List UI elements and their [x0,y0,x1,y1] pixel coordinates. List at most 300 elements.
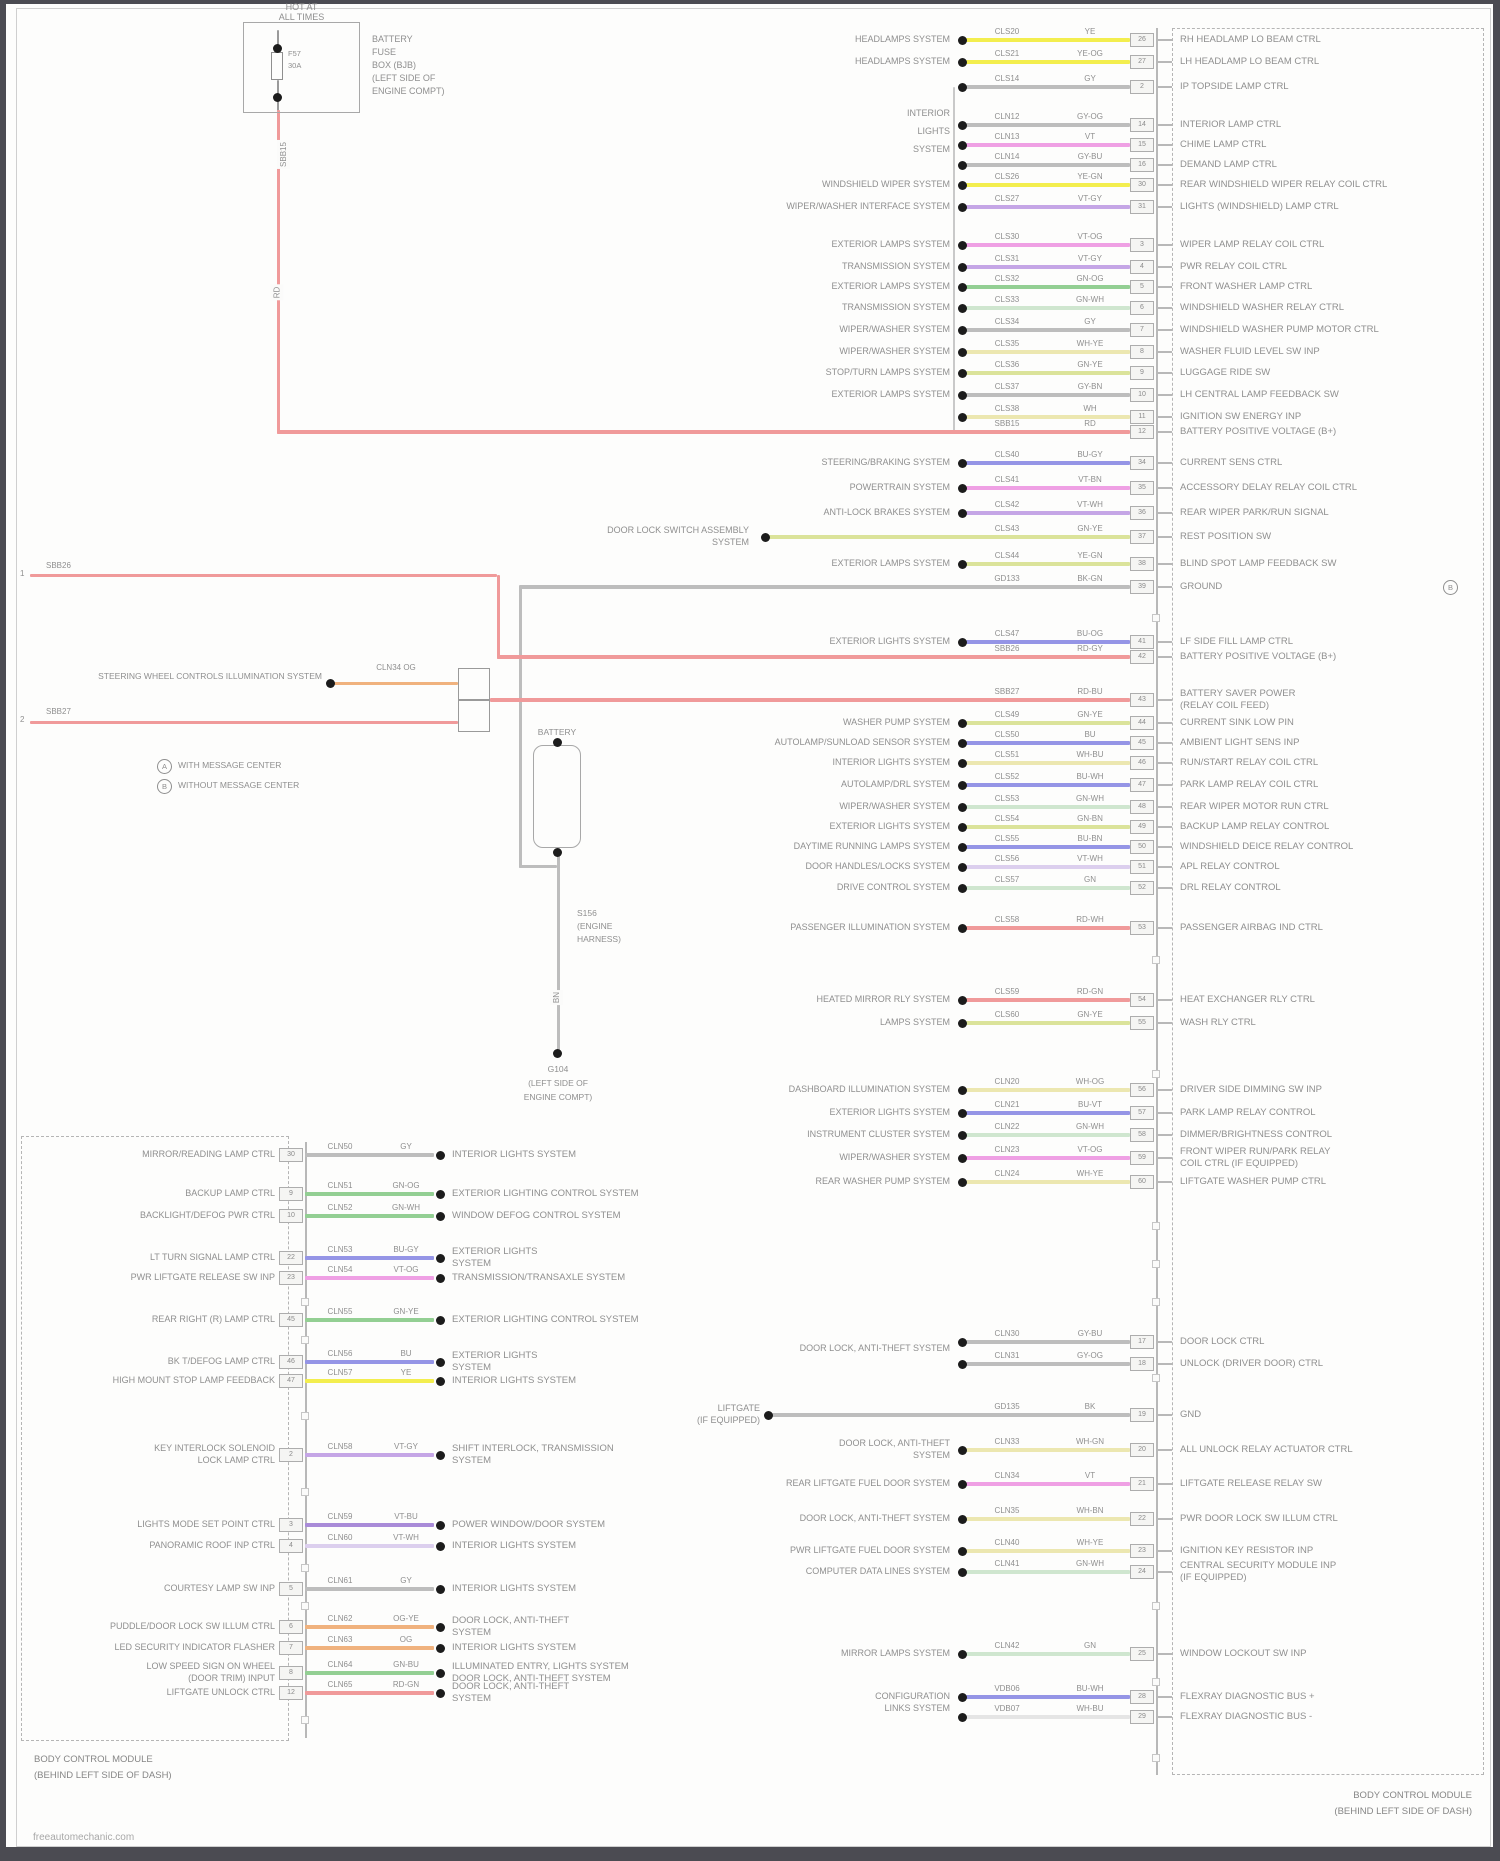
junction-dot [273,44,282,53]
pin-number: 58 [1130,1128,1154,1142]
pin-number: 60 [1130,1175,1154,1189]
splice-dot [958,823,967,832]
bcm-function-label: INTERIOR LAMP CTRL [1180,119,1282,130]
circuit-code: CLN40 [994,1538,1020,1547]
splice-dot [958,283,967,292]
annotation-text: WITH MESSAGE CENTER [178,760,282,770]
wire-color-code: BU-GY [1077,450,1103,459]
wire-color-code: VT-WH [1077,854,1103,863]
system-label-left: PWR LIFTGATE FUEL DOOR SYSTEM [789,1545,950,1555]
system-label-left: HEATED MIRROR RLY SYSTEM [816,994,950,1004]
splice-dot [958,413,967,422]
pin-number: 29 [1130,1710,1154,1724]
system-label-left: WIPER/WASHER SYSTEM [839,801,950,811]
circuit-code: CLS59 [994,987,1020,996]
bcm-function-label: PWR DOOR LOCK SW ILLUM CTRL [1180,1513,1338,1524]
pin-stub [1156,416,1172,418]
annotation-text: (ENGINE [577,921,613,931]
wire-color-code: RD-GY [1077,644,1103,653]
left-module-caption-line2: (BEHIND LEFT SIDE OF DASH) [34,1770,172,1781]
pin-number: 59 [1130,1151,1154,1165]
pin-wire [305,1646,434,1650]
wire-color-code: VT-BU [394,1512,418,1521]
wire-color-code: YE [400,1368,412,1377]
system-label-left: TRANSMISSION SYSTEM [841,302,950,312]
module-function-label: LOCK LAMP CTRL [197,1455,275,1465]
circuit-code: CLS50 [994,730,1020,739]
pin-wire [966,1111,1130,1115]
bcm-function-label: WINDSHIELD WASHER PUMP MOTOR CTRL [1180,324,1379,335]
system-label-left: WASHER PUMP SYSTEM [842,717,950,727]
wire-color-code: VT [1084,132,1096,141]
unused-pin [301,1716,309,1724]
bcm-function-label: BATTERY SAVER POWER [1180,688,1296,699]
splice-dot [436,1151,445,1160]
pin-stub [1156,124,1172,126]
pin-wire [305,1625,434,1629]
splice-dot [436,1212,445,1221]
circuit-code: CLS47 [994,629,1020,638]
pin-stub [1156,431,1172,433]
wire-color-code: GY [400,1142,412,1151]
system-label-left: LIFTGATE [717,1403,760,1413]
unused-pin [1152,956,1160,964]
splice-dot [958,638,967,647]
module-function-label: COURTESY LAMP SW INP [163,1583,275,1593]
splice-dot [436,1689,445,1698]
system-label-right: WINDOW DEFOG CONTROL SYSTEM [452,1210,621,1221]
pin-stub [1156,1449,1172,1451]
system-label-left: SYSTEM [711,537,749,547]
pin-wire [966,163,1130,167]
pin-number: 42 [1130,650,1154,664]
module-function-label: MIRROR/READING LAMP CTRL [142,1149,275,1159]
pin-stub [1156,1341,1172,1343]
pin-stub [1156,206,1172,208]
wire-color-code: GN-WH [1076,794,1104,803]
pin-wire [966,1180,1130,1184]
bcm-function-label: (RELAY COIL FEED) [1180,700,1270,711]
pin-wire [966,1340,1130,1344]
pin-number: 20 [1130,1443,1154,1457]
routed-wire [30,721,458,724]
pin-wire [966,761,1130,765]
system-label-left: MIRROR LAMPS SYSTEM [840,1648,950,1658]
pin-stub [1156,1022,1172,1024]
system-label-right: EXTERIOR LIGHTS [452,1350,538,1361]
module-function-label: HIGH MOUNT STOP LAMP FEEDBACK [112,1375,275,1385]
pin-stub [1156,244,1172,246]
pin-stub [1156,1414,1172,1416]
pin-wire [305,1360,434,1364]
pin-number: 38 [1130,557,1154,571]
splice-dot [958,1338,967,1347]
pin-stub [1156,266,1172,268]
splice-dot [436,1451,445,1460]
system-label-left: HEADLAMPS SYSTEM [854,34,950,44]
bcm-function-label: UNLOCK (DRIVER DOOR) CTRL [1180,1358,1324,1369]
wire-color-code: BU-OG [1076,629,1104,638]
system-label-right: SYSTEM [452,1693,492,1704]
pin-stub [1156,487,1172,489]
annotation-text: 1 [20,569,25,578]
splice-dot [958,1713,967,1722]
system-label-left: DOOR LOCK, ANTI-THEFT [838,1438,950,1448]
wire-color-code: GY-OG [1077,112,1103,121]
system-label-left: SYSTEM [912,1450,950,1460]
pin-wire [966,371,1130,375]
unused-pin [1152,1222,1160,1230]
wire-color-code: VT-GY [1077,194,1102,203]
circuit-code: CLS60 [994,1010,1020,1019]
bcm-function-label: REST POSITION SW [1180,531,1272,542]
splice-dot [958,781,967,790]
pin-stub [1156,1134,1172,1136]
routed-wire [30,574,497,577]
pin-stub [1156,536,1172,538]
circuit-code: CLN34 [994,1471,1020,1480]
pin-stub [1156,762,1172,764]
circuit-code: CLN51 [327,1181,353,1190]
pin-stub [1156,742,1172,744]
pin-wire [966,562,1130,566]
wire-color-code: BU-WH [1076,1684,1104,1693]
pin-number: 6 [1130,301,1154,315]
pin-number: 23 [1130,1544,1154,1558]
splice-dot [958,83,967,92]
bcm-function-label: IP TOPSIDE LAMP CTRL [1180,81,1289,92]
system-group-label: CONFIGURATION [875,1691,950,1701]
fusebox-note-line: ENGINE COMPT) [372,86,445,96]
pin-wire [305,1523,434,1527]
system-label-right: TRANSMISSION/TRANSAXLE SYSTEM [452,1272,626,1283]
bcm-function-label: LIFTGATE RELEASE RELAY SW [1180,1478,1323,1489]
pin-stub [1156,1157,1172,1159]
pin-number: 34 [1130,456,1154,470]
system-label-left: DRIVE CONTROL SYSTEM [836,882,950,892]
annotation-text: SBB26 [46,561,71,570]
splice-dot [958,391,967,400]
pin-wire [966,1652,1130,1656]
splice-dot [958,509,967,518]
circuit-code: CLN61 [327,1576,353,1585]
system-label-left: DOOR HANDLES/LOCKS SYSTEM [805,861,950,871]
pin-number: 41 [1130,635,1154,649]
bcm-function-label: APL RELAY CONTROL [1180,861,1280,872]
circuit-code: CLS38 [994,404,1020,413]
circuit-code: CLN14 [994,152,1020,161]
wire-color-code: WH-YE [1076,1538,1104,1547]
system-label-right: SYSTEM [452,1627,492,1638]
bcm-function-label: DOOR LOCK CTRL [1180,1336,1265,1347]
pin-stub [1156,846,1172,848]
pin-wire [305,1453,434,1457]
bcm-function-label: WASHER FLUID LEVEL SW INP [1180,346,1320,357]
system-label-left: EXTERIOR LIGHTS SYSTEM [829,636,950,646]
circuit-code: CLN31 [994,1351,1020,1360]
pin-number: 9 [279,1187,303,1201]
system-label-left: COMPUTER DATA LINES SYSTEM [805,1566,950,1576]
pin-wire [966,285,1130,289]
bcm-function-label: LIGHTS (WINDSHIELD) LAMP CTRL [1180,201,1339,212]
circuit-code: CLN59 [327,1512,353,1521]
pin-number: 21 [1130,1477,1154,1491]
splice-dot [958,36,967,45]
splice-dot [958,1131,967,1140]
module-function-label: BK T/DEFOG LAMP CTRL [167,1356,275,1366]
system-label-right: SYSTEM [452,1455,492,1466]
wire-color-code: BK [1084,1402,1096,1411]
wire-code-vertical: RD [272,286,282,299]
circuit-code: CLS44 [994,551,1020,560]
system-label-right: EXTERIOR LIGHTING CONTROL SYSTEM [452,1188,639,1199]
pin-wire [966,486,1130,490]
splice-dot [436,1316,445,1325]
module-function-label: LIGHTS MODE SET POINT CTRL [137,1519,275,1529]
pin-wire [966,741,1130,745]
unused-pin [301,1298,309,1306]
bcm-function-label: REAR WINDSHIELD WIPER RELAY COIL CTRL [1180,179,1388,190]
system-label-left: STOP/TURN LAMPS SYSTEM [825,367,950,377]
circuit-code: CLS56 [994,854,1020,863]
legend-key-circle: B [157,779,172,794]
system-label-right: EXTERIOR LIGHTS [452,1246,538,1257]
bcm-function-label: WIPER LAMP RELAY COIL CTRL [1180,239,1325,250]
pin-wire [966,1549,1130,1553]
bcm-function-label: ALL UNLOCK RELAY ACTUATOR CTRL [1180,1444,1353,1455]
circuit-code: VDB07 [994,1704,1020,1713]
fusebox-note-line: BOX (BJB) [372,60,417,70]
system-label-left: DOOR LOCK, ANTI-THEFT SYSTEM [799,1513,950,1523]
system-group-label: DOOR LOCK, ANTI-THEFT SYSTEM [799,1343,950,1353]
wire-color-code: BK-GN [1077,574,1103,583]
pin-number: 15 [1130,138,1154,152]
routed-wire [953,87,955,433]
pin-wire [966,350,1130,354]
system-label-right: EXTERIOR LIGHTING CONTROL SYSTEM [452,1314,639,1325]
pin-number: 2 [1130,80,1154,94]
pin-wire [966,825,1130,829]
system-label-right: POWER WINDOW/DOOR SYSTEM [452,1519,606,1530]
system-group-label: INTERIOR [906,108,950,118]
circuit-code: CLN62 [327,1614,353,1623]
pin-number: 8 [1130,345,1154,359]
wire-color-code: GY [400,1576,412,1585]
wire-color-code: WH-BU [1076,750,1104,759]
pin-number: 57 [1130,1106,1154,1120]
wire-color-code: GY [1084,74,1096,83]
pin-stub [1156,1181,1172,1183]
pin-number: 31 [1130,200,1154,214]
pin-number: 47 [279,1374,303,1388]
system-label-left: EXTERIOR LIGHTS SYSTEM [829,821,950,831]
wire-color-code: BU-WH [1076,772,1104,781]
splice-dot [958,560,967,569]
system-label-left: LAMPS SYSTEM [879,1017,950,1027]
pin-wire [305,1671,434,1675]
pin-number: 46 [279,1355,303,1369]
system-label-left: DASHBOARD ILLUMINATION SYSTEM [788,1084,950,1094]
splice-dot [958,1109,967,1118]
wire-color-code: BU-VT [1078,1100,1102,1109]
annotation-text: ALL TIMES [278,12,325,22]
pin-number: 45 [1130,736,1154,750]
splice-dot [958,369,967,378]
circuit-code: CLS20 [994,27,1020,36]
pin-stub [1156,394,1172,396]
wire-color-code: GN-YE [393,1307,419,1316]
junction-dot [273,93,282,102]
pin-number: 25 [1130,1647,1154,1661]
bcm-function-label: CURRENT SINK LOW PIN [1180,717,1294,728]
wire-color-code: OG [399,1635,413,1644]
pin-wire [966,1517,1130,1521]
circuit-code: CLN58 [327,1442,353,1451]
circuit-code: CLS21 [994,49,1020,58]
annotation-text: HOT AT [285,2,318,12]
splice-dot [958,884,967,893]
circuit-code: CLN20 [994,1077,1020,1086]
wire-color-code: BU-GY [393,1245,419,1254]
splice-dot [958,1547,967,1556]
bcm-function-label: LF SIDE FILL LAMP CTRL [1180,636,1293,647]
unused-pin [1152,1374,1160,1382]
wire-color-code: YE [1084,27,1096,36]
circuit-code: VDB06 [994,1684,1020,1693]
bcm-function-label: COIL CTRL (IF EQUIPPED) [1180,1158,1299,1169]
wire-color-code: YE-GN [1077,172,1103,181]
pin-number: 27 [1130,55,1154,69]
bcm-function-label: FLEXRAY DIAGNOSTIC BUS - [1180,1711,1313,1722]
circuit-code: CLN41 [994,1559,1020,1568]
pin-number: 4 [279,1539,303,1553]
wire-color-code: GN-WH [392,1203,420,1212]
circuit-code: CLN13 [994,132,1020,141]
bcm-function-label: LIFTGATE WASHER PUMP CTRL [1180,1176,1327,1187]
wire-color-code: GN-OG [1076,274,1104,283]
bcm-function-label: RH HEADLAMP LO BEAM CTRL [1180,34,1321,45]
circuit-code: CLN63 [327,1635,353,1644]
bcm-function-label: DIMMER/BRIGHTNESS CONTROL [1180,1129,1333,1140]
pin-number: 5 [1130,280,1154,294]
wire-color-code: GN-YE [1077,1010,1103,1019]
splice-dot [436,1274,445,1283]
circuit-code: CLS55 [994,834,1020,843]
wire-color-code: WH-YE [1076,1169,1104,1178]
system-label-left: HEADLAMPS SYSTEM [854,56,950,66]
system-label-right: SYSTEM [452,1258,492,1269]
wire-color-code: RD-GN [1076,987,1104,996]
pin-number: 17 [1130,1335,1154,1349]
pin-number: 4 [1130,260,1154,274]
bcm-function-label: CURRENT SENS CTRL [1180,457,1283,468]
splice-dot [436,1521,445,1530]
circuit-code: CLS36 [994,360,1020,369]
system-label-left: REAR LIFTGATE FUEL DOOR SYSTEM [785,1478,950,1488]
unused-pin [1152,1754,1160,1762]
annotation-text: 30A [288,61,302,70]
wire-color-code: YE-OG [1077,49,1103,58]
bcm-function-label: PARK LAMP RELAY CONTROL [1180,1107,1316,1118]
module-function-label: LOW SPEED SIGN ON WHEEL [146,1661,275,1671]
circuit-code: CLN23 [994,1145,1020,1154]
circuit-code: GD133 [994,574,1020,583]
pin-number: 12 [279,1686,303,1700]
pin-number: 18 [1130,1357,1154,1371]
splice-dot [958,1568,967,1577]
splice-dot [958,241,967,250]
unused-pin [301,1412,309,1420]
wire-color-code: VT [1084,1471,1096,1480]
annotation-text: CLN34 OG [376,663,416,672]
annotation-text: F57 [288,49,301,58]
pin-number: 49 [1130,820,1154,834]
pin-wire [966,865,1130,869]
circuit-code: CLN54 [327,1265,353,1274]
pin-stub [1156,1363,1172,1365]
annotation-text: (LEFT SIDE OF [528,1078,588,1088]
splice-dot [958,348,967,357]
annotation-text: STEERING WHEEL CONTROLS ILLUMINATION SYSTEM [98,671,322,681]
pin-wire [966,123,1130,127]
pin-wire [497,655,1130,659]
component-box [458,700,490,732]
circuit-code: CLS35 [994,339,1020,348]
system-label-right: INTERIOR LIGHTS SYSTEM [452,1583,577,1594]
pin-stub [1156,699,1172,701]
bcm-function-label: GROUND [1180,581,1223,592]
circuit-code: CLN57 [327,1368,353,1377]
system-label-left: EXTERIOR LAMPS SYSTEM [831,281,950,291]
splice-dot [958,121,967,130]
circuit-code: CLS52 [994,772,1020,781]
pin-wire [966,60,1130,64]
bcm-function-label: GND [1180,1409,1202,1420]
splice-dot [958,1178,967,1187]
circuit-code: CLN42 [994,1641,1020,1650]
splice-dot [958,1693,967,1702]
pin-wire [305,1214,434,1218]
bcm-function-label: DRIVER SIDE DIMMING SW INP [1180,1084,1322,1095]
circuit-code: CLS14 [994,74,1020,83]
system-label-left: EXTERIOR LAMPS SYSTEM [831,239,950,249]
system-label-left: WIPER/WASHER SYSTEM [839,346,950,356]
unused-pin [301,1488,309,1496]
circuit-code: CLS27 [994,194,1020,203]
unused-pin [1152,1602,1160,1610]
splice-dot [958,1480,967,1489]
pin-stub [1156,1653,1172,1655]
pin-number: 5 [279,1582,303,1596]
circuit-code: CLN35 [994,1506,1020,1515]
wire-color-code: GY [1084,317,1096,326]
bcm-function-label: REAR WIPER PARK/RUN SIGNAL [1180,507,1329,518]
splice-dot [436,1190,445,1199]
unused-pin [1152,1678,1160,1686]
circuit-code: CLS53 [994,794,1020,803]
pin-wire [966,143,1130,147]
system-label-left: REAR WASHER PUMP SYSTEM [815,1176,950,1186]
circuit-code: CLN53 [327,1245,353,1254]
bcm-function-label: FLEXRAY DIAGNOSTIC BUS + [1180,1691,1315,1702]
circuit-code: CLS51 [994,750,1020,759]
pin-stub [1156,866,1172,868]
pin-number: 23 [279,1271,303,1285]
bcm-function-label: IGNITION SW ENERGY INP [1180,411,1302,422]
routed-wire [497,575,500,659]
bcm-function-label: ACCESSORY DELAY RELAY COIL CTRL [1180,482,1358,493]
pin-stub [1156,307,1172,309]
